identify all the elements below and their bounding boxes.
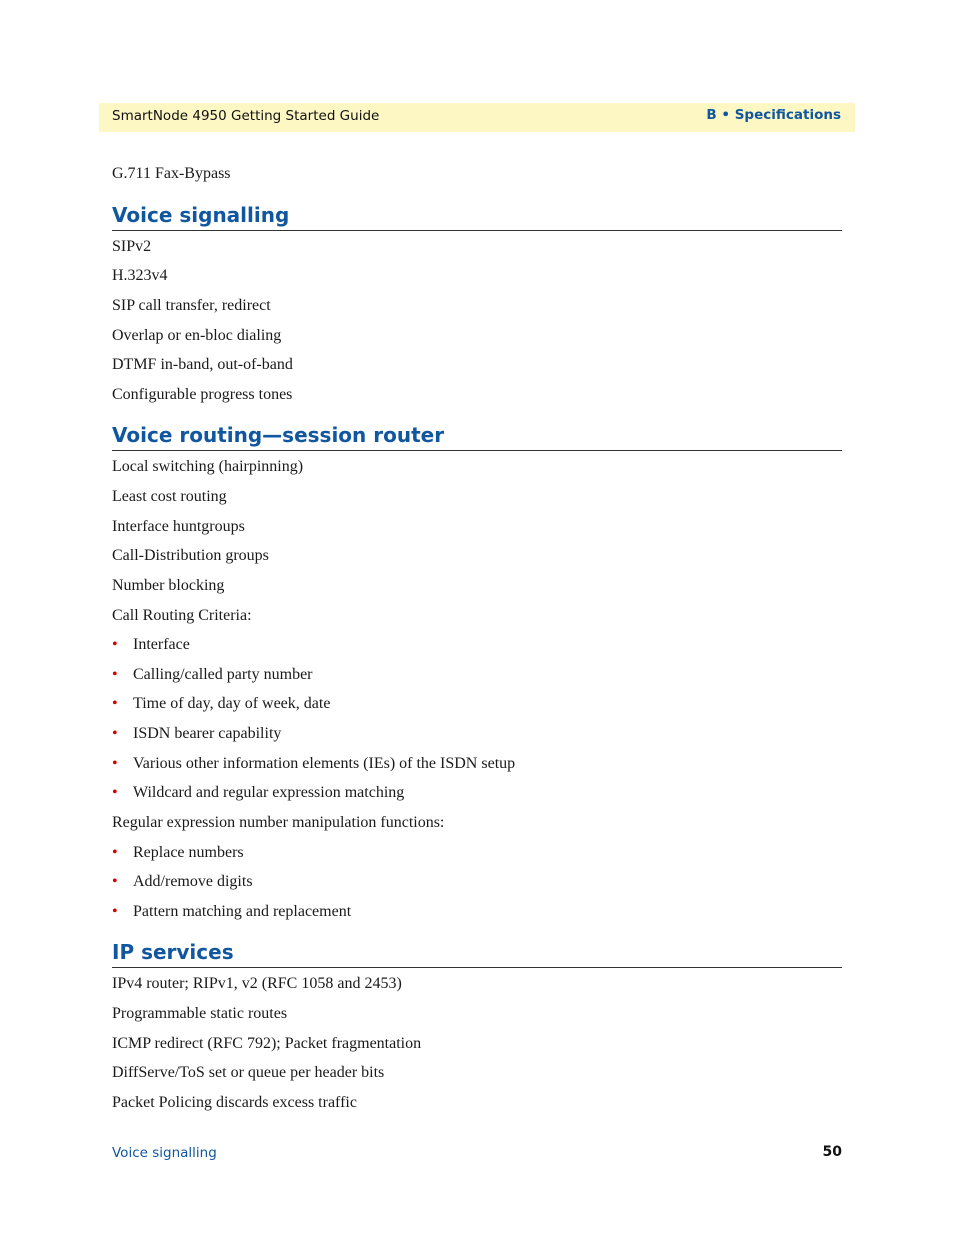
bullet-icon: • bbox=[112, 844, 118, 861]
bullet-icon: • bbox=[112, 725, 118, 742]
bullet-icon: • bbox=[112, 666, 118, 683]
list-item: IPv4 router; RIPv1, v2 (RFC 1058 and 2453) bbox=[112, 975, 402, 992]
manipulation-label: Regular expression number manipulation functions: bbox=[112, 814, 445, 831]
section-heading-ip-services: IP services bbox=[112, 939, 842, 968]
list-item: Call Routing Criteria: bbox=[112, 607, 252, 624]
chapter-label: B • Specifications bbox=[706, 107, 841, 123]
bullet-icon: • bbox=[112, 636, 118, 653]
list-item: Overlap or en-bloc dialing bbox=[112, 327, 282, 344]
list-item: Configurable progress tones bbox=[112, 386, 293, 403]
page-number: 50 bbox=[822, 1144, 842, 1160]
list-item: Local switching (hairpinning) bbox=[112, 458, 304, 475]
page-header bbox=[99, 103, 855, 132]
list-item: Interface huntgroups bbox=[112, 518, 245, 535]
bullet-icon: • bbox=[112, 903, 118, 920]
bullet-icon: • bbox=[112, 755, 118, 772]
section-heading-voice-signalling: Voice signalling bbox=[112, 202, 842, 231]
bullet-icon: • bbox=[112, 873, 118, 890]
list-item: ICMP redirect (RFC 792); Packet fragmentation bbox=[112, 1035, 422, 1052]
section-heading-voice-routing: Voice routing—session router bbox=[112, 422, 842, 451]
list-item: SIPv2 bbox=[112, 238, 152, 255]
list-item: Packet Policing discards excess traffic bbox=[112, 1094, 357, 1111]
document-title: SmartNode 4950 Getting Started Guide bbox=[112, 108, 380, 124]
list-item: Call-Distribution groups bbox=[112, 547, 269, 564]
footer-section-link[interactable]: Voice signalling bbox=[112, 1145, 217, 1161]
list-item: Least cost routing bbox=[112, 488, 227, 505]
list-item: Programmable static routes bbox=[112, 1005, 288, 1022]
list-item: H.323v4 bbox=[112, 267, 168, 284]
bullet-icon: • bbox=[112, 784, 118, 801]
list-item: SIP call transfer, redirect bbox=[112, 297, 271, 314]
list-item: DTMF in-band, out-of-band bbox=[112, 356, 293, 373]
bullet-icon: • bbox=[112, 695, 118, 712]
list-item: Number blocking bbox=[112, 577, 225, 594]
list-item: DiffServe/ToS set or queue per header bits bbox=[112, 1064, 385, 1081]
intro-line: G.711 Fax-Bypass bbox=[112, 165, 231, 182]
